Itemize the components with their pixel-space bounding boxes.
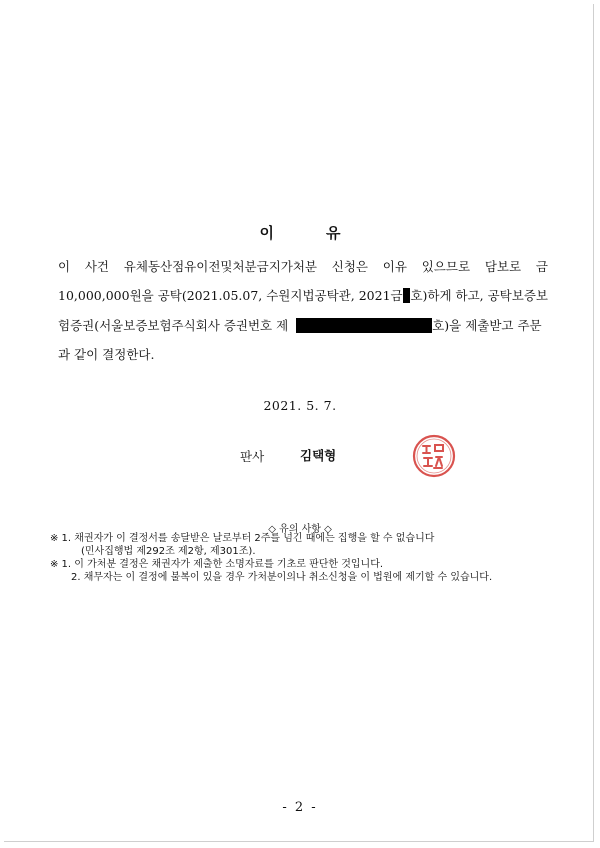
title-char-2: 유 xyxy=(326,224,341,242)
judge-label: 판사 xyxy=(240,449,265,464)
body-line-4 xyxy=(58,347,548,363)
body-text: 호)을 제출받고 주문 xyxy=(432,318,542,333)
note-prefix: 2. xyxy=(71,572,81,583)
judge-name: 김택형 xyxy=(300,448,337,463)
redaction-box xyxy=(296,318,432,333)
note-prefix: ※ 1. xyxy=(50,533,72,544)
body-word: 유체동산점유이전및처분금지가처분 xyxy=(123,259,317,274)
decision-date: 2021. 5. 7. xyxy=(263,398,337,413)
body-word: 신청은 xyxy=(331,259,369,274)
body-text: 10,000,000원을 공탁(2021.05.07, 수원지법공탁관, 2021금 xyxy=(58,288,403,303)
body-word: 있으므로 xyxy=(421,259,471,274)
body-text: 험증권(서울보증보험주식회사 증권번호 제 xyxy=(58,318,289,333)
note-item-1-cont xyxy=(81,545,256,558)
note-item-3 xyxy=(71,571,492,584)
body-word: 이 xyxy=(58,259,71,274)
note-text: (민사집행법 제292조 제2항, 제301조). xyxy=(81,546,256,557)
section-title xyxy=(0,222,600,243)
body-line-1 xyxy=(58,259,548,275)
body-text: 호)하게 하고, 공탁보증보 xyxy=(410,288,548,303)
note-item-1 xyxy=(50,532,434,545)
notes-heading: ◇ 유의 사항 ◇ xyxy=(268,524,332,535)
body-line-2 xyxy=(58,288,548,304)
judge-seal-stamp xyxy=(412,434,456,478)
body-word: 이유 xyxy=(382,259,407,274)
note-text: 채무자는 이 결정에 불복이 있을 경우 가처분이의나 취소신청을 이 법원에 제기할 수 있습니다. xyxy=(83,572,493,583)
note-item-2 xyxy=(50,558,383,571)
body-text: 과 같이 결정한다. xyxy=(58,347,155,362)
note-text: 이 가처분 결정은 채권자가 제출한 소명자료를 기초로 판단한 것입니다. xyxy=(74,559,384,570)
body-word: 금 xyxy=(535,259,548,274)
redaction-box xyxy=(403,288,411,303)
page-frame xyxy=(4,4,594,842)
body-word: 사건 xyxy=(84,259,110,274)
title-char-1: 이 xyxy=(259,224,274,242)
body-word: 담보로 xyxy=(484,259,522,274)
page-number: - 2 - xyxy=(282,800,318,815)
note-text: 채권자가 이 결정서를 송달받은 날로부터 2주를 넘긴 때에는 집행을 할 수 없습니다 xyxy=(74,533,435,544)
note-prefix: ※ 1. xyxy=(50,559,72,570)
body-line-3 xyxy=(58,318,548,334)
